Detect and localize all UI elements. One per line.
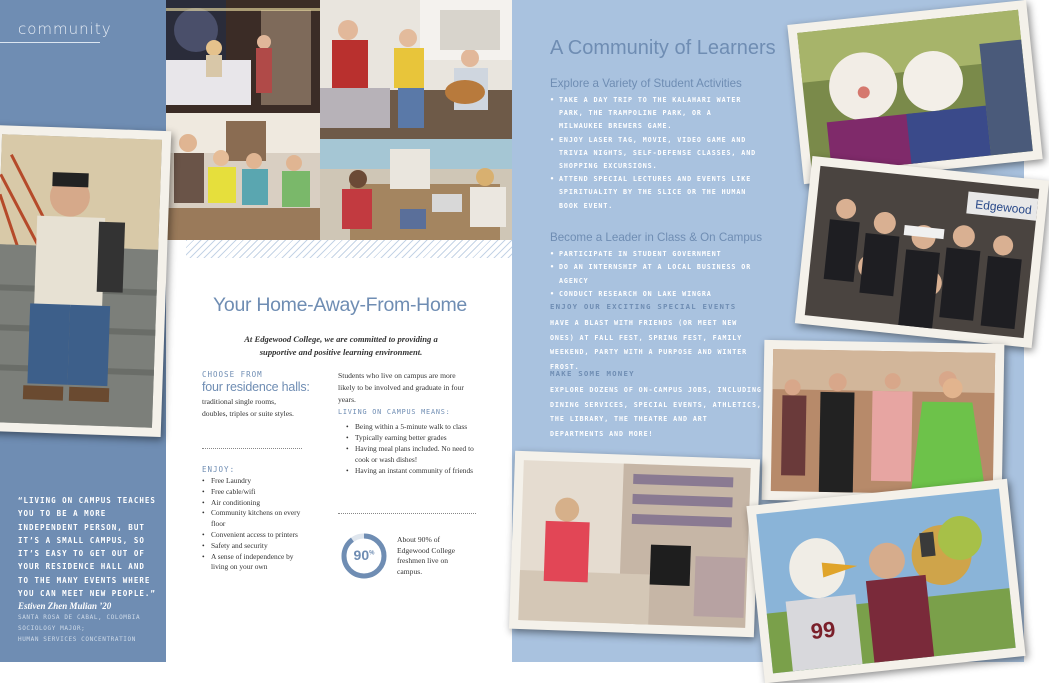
enjoy-item: • Safety and security [202, 541, 312, 552]
money-text: EXPLORE DOZENS OF ON-CAMPUS JOBS, INCLUDING DINING SERVICES, SPECIAL EVENTS, ATHLETICS, THE LIBRARY, THE THEATRE AND ART DEPARTMENTS AND MORE! [550, 386, 762, 438]
leader-head: Become a Leader in Class & On Campus [550, 231, 763, 244]
students-guitar-photo [320, 0, 512, 139]
choose-big: four residence halls: [202, 380, 310, 394]
enjoy-list [202, 476, 312, 573]
money-head: MAKE SOME MONEY [550, 369, 635, 378]
means-item: • Having an instant community of friends [346, 465, 476, 476]
community-title: A Community of Learners [550, 37, 776, 59]
home-intro: At Edgewood College, we are committed to providing a supportive and positive learning environment. [244, 334, 438, 357]
column-divider-2 [338, 513, 476, 514]
events-head: ENJOY OUR EXCITING SPECIAL EVENTS [550, 302, 737, 311]
quote-major: SOCIOLOGY MAJOR; [18, 625, 86, 633]
section-label [18, 20, 138, 38]
activities-head: Explore a Variety of Student Activities [550, 77, 742, 90]
quote-concentration: HUMAN SERVICES CONCENTRATION [18, 636, 136, 644]
activity-item: • ATTEND SPECIAL LECTURES AND EVENTS LIKE SPIRITUALITY BY THE SLICE OR THE HUMAN BOOK EVENT. [550, 173, 760, 213]
residence-halls-block [202, 370, 312, 420]
crowd-polaroid [795, 156, 1049, 348]
choose-label: CHOOSE FROM [202, 370, 263, 379]
enjoy-block [202, 465, 312, 573]
dance-polaroid [762, 340, 1005, 504]
enjoy-item: • Convenient access to printers [202, 530, 312, 541]
mascot-selfie-polaroid [746, 479, 1025, 683]
stat-value: 90 [353, 547, 370, 563]
activity-item: • ENJOY LASER TAG, MOVIE, VIDEO GAME AND TRIVIA NIGHTS, SELF-DEFENSE CLASSES, AND SHOPPING EXCURSIONS. [550, 134, 760, 174]
study-desk-photo [320, 139, 512, 240]
choose-text: traditional single rooms, doubles, triples or suite styles. [202, 397, 294, 418]
enjoy-item: • Air conditioning [202, 498, 312, 509]
means-item: • Having meal plans included. No need to cook or wash dishes! [346, 443, 476, 465]
enjoy-label: ENJOY: [202, 465, 236, 474]
leader-item: • CONDUCT RESEARCH ON LAKE WINGRA [550, 288, 780, 301]
enjoy-item: • Community kitchens on every floor [202, 508, 312, 530]
enjoy-item: • Free cable/wifi [202, 487, 312, 498]
quote-text: “LIVING ON CAMPUS TEACHES YOU TO BE A MORE INDEPENDENT PERSON, BUT IT’S A SMALL CAMPUS, SO IT’S EASY TO GET OUT OF YOUR RESIDENCE HALL AND TO THE MANY EVENTS WHERE YOU CAN MEET NEW PEOPLE.” [18, 496, 156, 599]
activities-list [550, 94, 760, 213]
column-divider-1 [202, 448, 302, 449]
activity-item: • TAKE A DAY TRIP TO THE KALAHARI WATER PARK, THE TRAMPOLINE PARK, OR A MILWAUKEE BREWERS GAME. [550, 94, 760, 134]
stat-unit: % [369, 550, 375, 557]
leader-list [550, 248, 780, 301]
means-item: • Being within a 5-minute walk to class [346, 421, 476, 432]
section-label-rule [0, 42, 100, 43]
means-item: • Typically earning better grades [346, 432, 476, 443]
student-quote [18, 494, 158, 643]
bookstore-polaroid [509, 451, 760, 637]
stat-text: About 90% of Edgewood College freshmen live on campus. [397, 535, 455, 576]
events-text: HAVE A BLAST WITH FRIENDS (OR MEET NEW ONES) AT FALL FEST, SPRING FEST, FAMILY WEEKEND, PARTY WITH A PURPOSE AND WINTER FROST. [550, 319, 748, 371]
mascot-jersey-number: 99 [809, 616, 837, 645]
dorm-room-photo [166, 0, 320, 113]
home-title: Your Home-Away-From-Home [213, 294, 467, 316]
leader-item: • DO AN INTERNSHIP AT A LOCAL BUSINESS OR AGENCY [550, 261, 780, 288]
quote-hometown: SANTA ROSA DE CABAL, COLOMBIA [18, 614, 141, 622]
enjoy-item: • A sense of independence by living on your own [202, 552, 312, 574]
enjoy-item: • Free Laundry [202, 476, 312, 487]
lounge-students-photo [166, 113, 320, 240]
decorative-hatch [186, 240, 512, 258]
means-list [346, 421, 476, 476]
student-portrait-polaroid [0, 125, 171, 437]
students-text: Students who live on campus are more likely to be involved and graduate in four years. [338, 371, 464, 404]
means-label: LIVING ON CAMPUS MEANS: [338, 408, 451, 416]
quote-author: Estiven Zhen Mulian ’20 [18, 601, 112, 612]
stat-ring [340, 532, 388, 580]
crowd-sign-text: Edgewood [974, 197, 1033, 218]
leader-item: • PARTICIPATE IN STUDENT GOVERNMENT [550, 248, 780, 261]
section-label-text: community [18, 20, 112, 38]
